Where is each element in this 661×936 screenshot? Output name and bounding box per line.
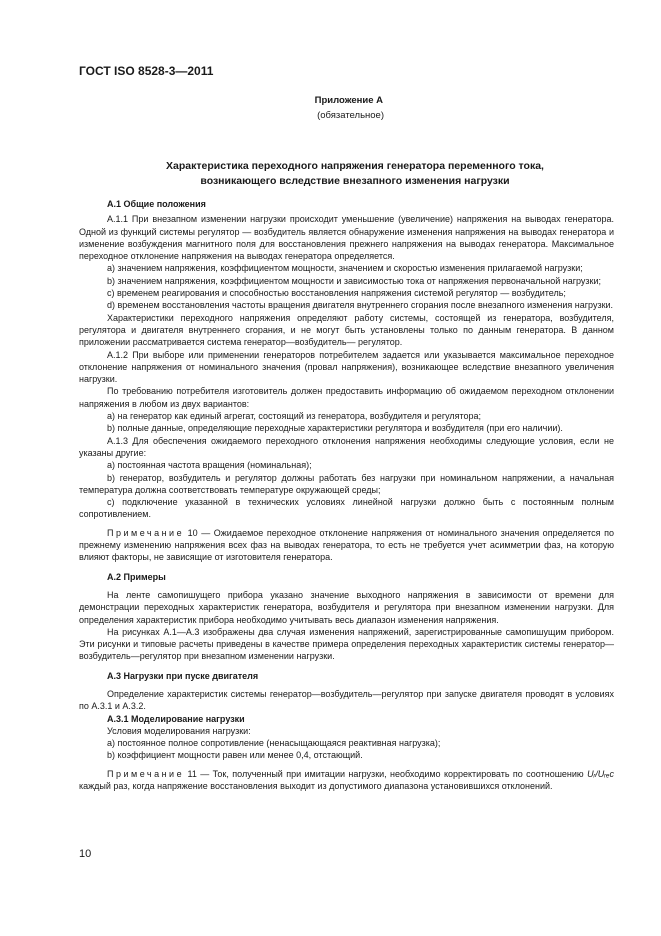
paragraph: Характеристики переходного напряжения определяют работу системы, состоящей из генератора, возбудителя, регулятора и двигателя внутреннего сгорания, и не могут быть установлены только по данным генератора. В данном приложении рассматривается система генератор—возбудитель— регулятор. <box>79 312 614 348</box>
note-text-cont: каждый раз, когда напряжение восстановления выходит из допустимого диапазона установившихся отклонений. <box>79 781 553 792</box>
title-line-1: Характеристика переходного напряжения генератора переменного тока, <box>166 160 544 172</box>
list-item: а) постоянное полное сопротивление (ненасыщающаяся реактивная нагрузка); <box>107 738 441 749</box>
list-item: а) постоянная частота вращения (номинальная); <box>107 460 312 471</box>
title-line-2: возникающего вследствие внезапного изменения нагрузки <box>200 175 510 187</box>
subsection-a31-heading: А.3.1 Моделирование нагрузки <box>107 713 245 724</box>
note-text: 10 — Ожидаемое переходное отклонение напряжения от номинального значения определяется по прежнему изменению напряжения всех фаз на выводах генератора, то есть не требуется учет асимметрии фаз, на которую влияют факторы, не зависящие от изготовителя генератора. <box>79 527 614 563</box>
list-item: а) на генератор как единый агрегат, состоящий из генератора, возбудителя и регулятора; <box>107 411 482 422</box>
paragraph: Условия моделирования нагрузки: <box>107 725 251 736</box>
annex-status: (обязательное) <box>317 110 384 121</box>
paragraph: На рисунках А.1—А.3 изображены два случая изменения напряжений, зарегистрированные самопишущим прибором. Эти рисунки и типовые расчеты приведены в качестве примера определения переходных характеристик системы генератор—возбудитель—регулятор при внезапном изменении нагрузки. <box>79 626 614 662</box>
paragraph: На ленте самопишущего прибора указано значение выходного напряжения в зависимости от времени для демонстрации переходных характеристик генератора, возбудителя и регулятора при внезапном изменении нагрузки. Для определения характеристик прибора необходимо учитывать весь диапазон изменения напряжения. <box>79 589 614 625</box>
page-number: 10 <box>79 848 92 860</box>
document-code: ГОСТ ISO 8528-3—2011 <box>79 64 214 78</box>
section-a1-heading: А.1 Общие положения <box>107 199 206 209</box>
list-item: b) генератор, возбудитель и регулятор должны работать без нагрузки при номинальном напряжении, а начальная температура должна соответствовать температуре окружающей среды; <box>79 472 614 495</box>
list-item: b) коэффициент мощности равен или менее 0,4, отстающий. <box>107 750 363 761</box>
annex-label: Приложение А <box>314 95 383 106</box>
note-label: Примечание <box>107 527 185 538</box>
note-label: Примечание <box>107 768 185 779</box>
paragraph: Определение характеристик системы генератор—возбудитель—регулятор при запуске двигателя проводят в условиях по А.3.1 и А.3.2. <box>79 688 614 712</box>
section-a3-heading: А.3 Нагрузки при пуске двигателя <box>107 670 259 681</box>
annex-title <box>100 159 610 189</box>
paragraph: По требованию потребителя изготовитель должен предоставить информацию об ожидаемом переходном отклонении напряжения в любом из двух вариантов: <box>79 386 614 409</box>
list-item: а) значением напряжения, коэффициентом мощности, значением и скоростью изменения прилагаемой нагрузки; <box>107 263 583 274</box>
paragraph: А.1.3 Для обеспечения ожидаемого переходного отклонения напряжения необходимы следующие условия, если не указаны другие: <box>79 435 614 458</box>
list-item: с) временем реагирования и способностью восстановления напряжения системой регулятор — возбудитель; <box>107 288 566 299</box>
section-a2-heading: А.2 Примеры <box>107 571 166 582</box>
note-11 <box>79 768 614 793</box>
list-item: с) подключение указанной в технических условиях линейной нагрузки должно быть с постоянным полным сопротивлением. <box>79 497 614 520</box>
paragraph: А.1.1 При внезапном изменении нагрузки происходит уменьшение (увеличение) напряжения на выводах генератора. Одной из функций системы регулятор — возбудитель является обнаружение изменения напряжения на выводах генератора и изменение возбуждения магнитного поля для восстановления прежнего напряжения на выводах генератора. Максимальное переходное отклонение напряжения на выводах генератора определяется. <box>79 214 614 262</box>
paragraph: А.1.2 При выборе или применении генераторов потребителем задается или указывается максимальное переходное отклонение напряжения от номинального значения (провал напряжения), возникающее вследствие внезапного увеличения нагрузки. <box>79 349 614 385</box>
document-body <box>79 198 614 792</box>
voltage-ratio: Uᵣ/Uᵣₑc <box>587 768 614 779</box>
list-item: b) полные данные, определяющие переходные характеристики регулятора и возбудителя (при его наличии). <box>107 423 563 434</box>
note-10 <box>79 527 614 564</box>
list-item: d) временем восстановления частоты вращения двигателя внутреннего сгорания после внезапного изменения нагрузки. <box>107 300 614 311</box>
note-text: 11 — Ток, полученный при имитации нагрузки, необходимо корректировать по соотношению <box>187 768 588 779</box>
list-item: b) значением напряжения, коэффициентом мощности и зависимостью тока от напряжения первоначальной нагрузки; <box>107 275 601 286</box>
